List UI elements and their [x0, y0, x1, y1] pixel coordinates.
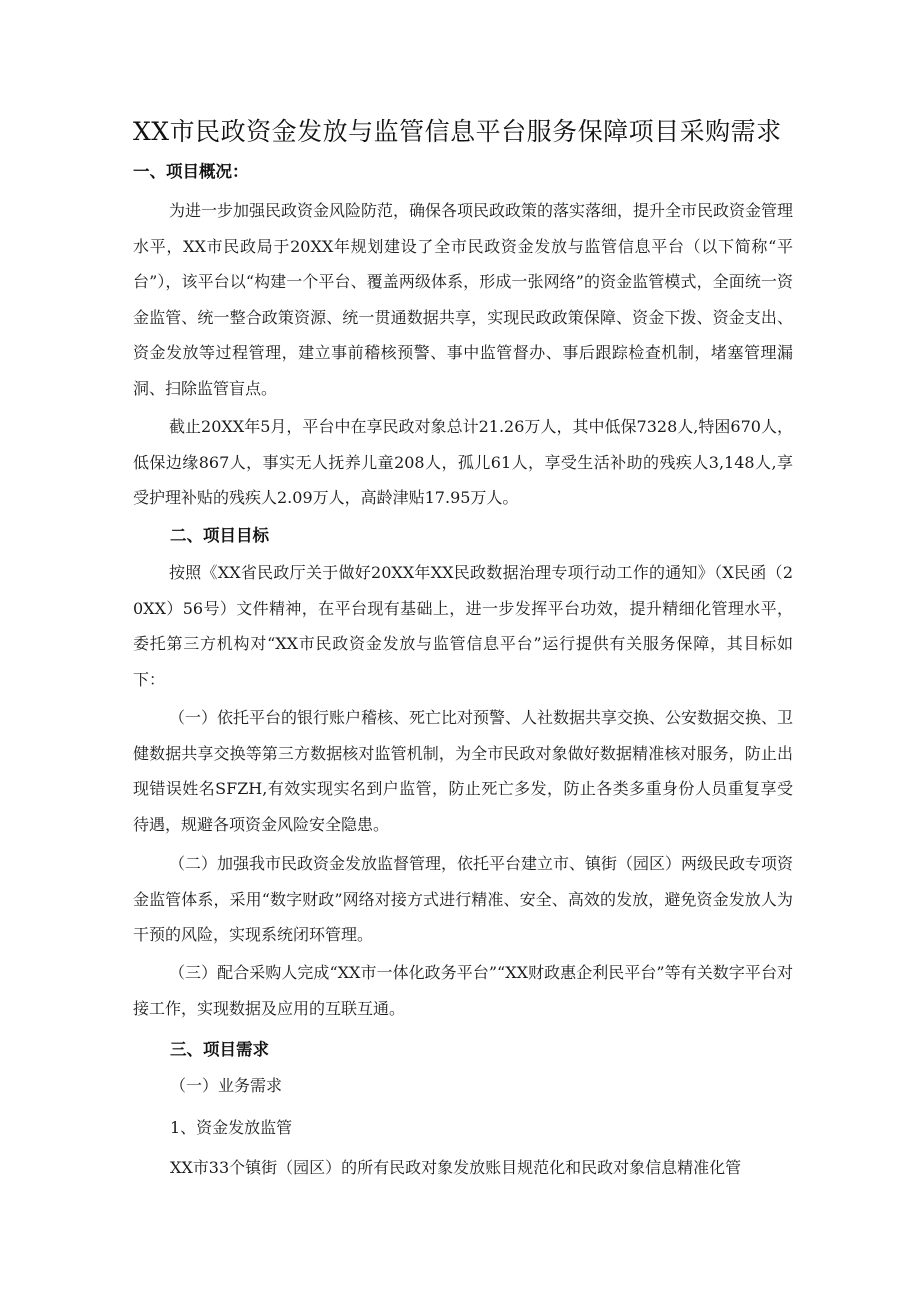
section-heading-goals: 二、项目目标 [170, 526, 269, 545]
paragraph-overview-1: 为进一步加强民政资金风险防范，确保各项民政政策的落实落细，提升全市民政资金管理水平，XX市民政局于20XX年规划建设了全市民政资金发放与监管信息平台（以下简称“平台”），该平台以“构建一个平台、覆盖两级体系，形成一张网络”的资金监管模式，全面统一资金监管、统一整合政策资源、统一贯通数据共享，实现民政政策保障、资金下拨、资金支出、资金发放等过程管理，建立事前稽核预警、事中监管督办、事后跟踪检查机制，堵塞管理漏洞、扫除监管盲点。 [133, 201, 794, 398]
section-heading-requirements: 三、项目需求 [170, 1040, 269, 1059]
paragraph-goals-1: 按照《XX省民政厅关于做好20XX年XX民政数据治理专项行动工作的通知》（X民函（20XX）56号）文件精神，在平台现有基础上，进一步发挥平台功效，提升精细化管理水平，委托第三方机构对“XX市民政资金发放与监管信息平台”运行提供有关服务保障，其目标如下： [133, 563, 793, 689]
paragraph-overview-2: 截止20XX年5月，平台中在享民政对象总计21.26万人，其中低保7328人,特困670人，低保边缘867人，事实无人抚养儿童208人，孤儿61人，享受生活补助的残疾人3,148人,享受护理补贴的残疾人2.09万人，高龄津贴17.95万人。 [133, 417, 793, 507]
paragraph-requirements-1: XX市33个镇街（园区）的所有民政对象发放账目规范化和民政对象信息精准化管 [170, 1158, 742, 1177]
section-heading-overview: 一、项目概况： [133, 162, 249, 181]
document-title: XX市民政资金发放与监管信息平台服务保障项目采购需求 [133, 117, 782, 146]
subheading-business-requirements: （一）业务需求 [170, 1076, 283, 1095]
paragraph-goals-item-2: （二）加强我市民政资金发放监督管理，依托平台建立市、镇街（园区）两级民政专项资金监管体系，采用“数字财政”网络对接方式进行精准、安全、高效的发放，避免资金发放人为干预的风险，实现系统闭环管理。 [133, 854, 794, 944]
paragraph-goals-item-3: （三）配合采购人完成“XX市一体化政务平台”“XX财政惠企利民平台”等有关数字平台对接工作，实现数据及应用的互联互通。 [133, 963, 793, 1018]
item-fund-disbursement-supervision: 1、资金发放监管 [170, 1118, 293, 1137]
paragraph-goals-item-1: （一）依托平台的银行账户稽核、死亡比对预警、人社数据共享交换、公安数据交换、卫健数据共享交换等第三方数据核对监管机制，为全市民政对象做好数据精准核对服务，防止出现错误姓名SFZH,有效实现实名到户监管，防止死亡多发，防止各类多重身份人员重复享受待遇，规避各项资金风险安全隐患。 [133, 708, 794, 834]
